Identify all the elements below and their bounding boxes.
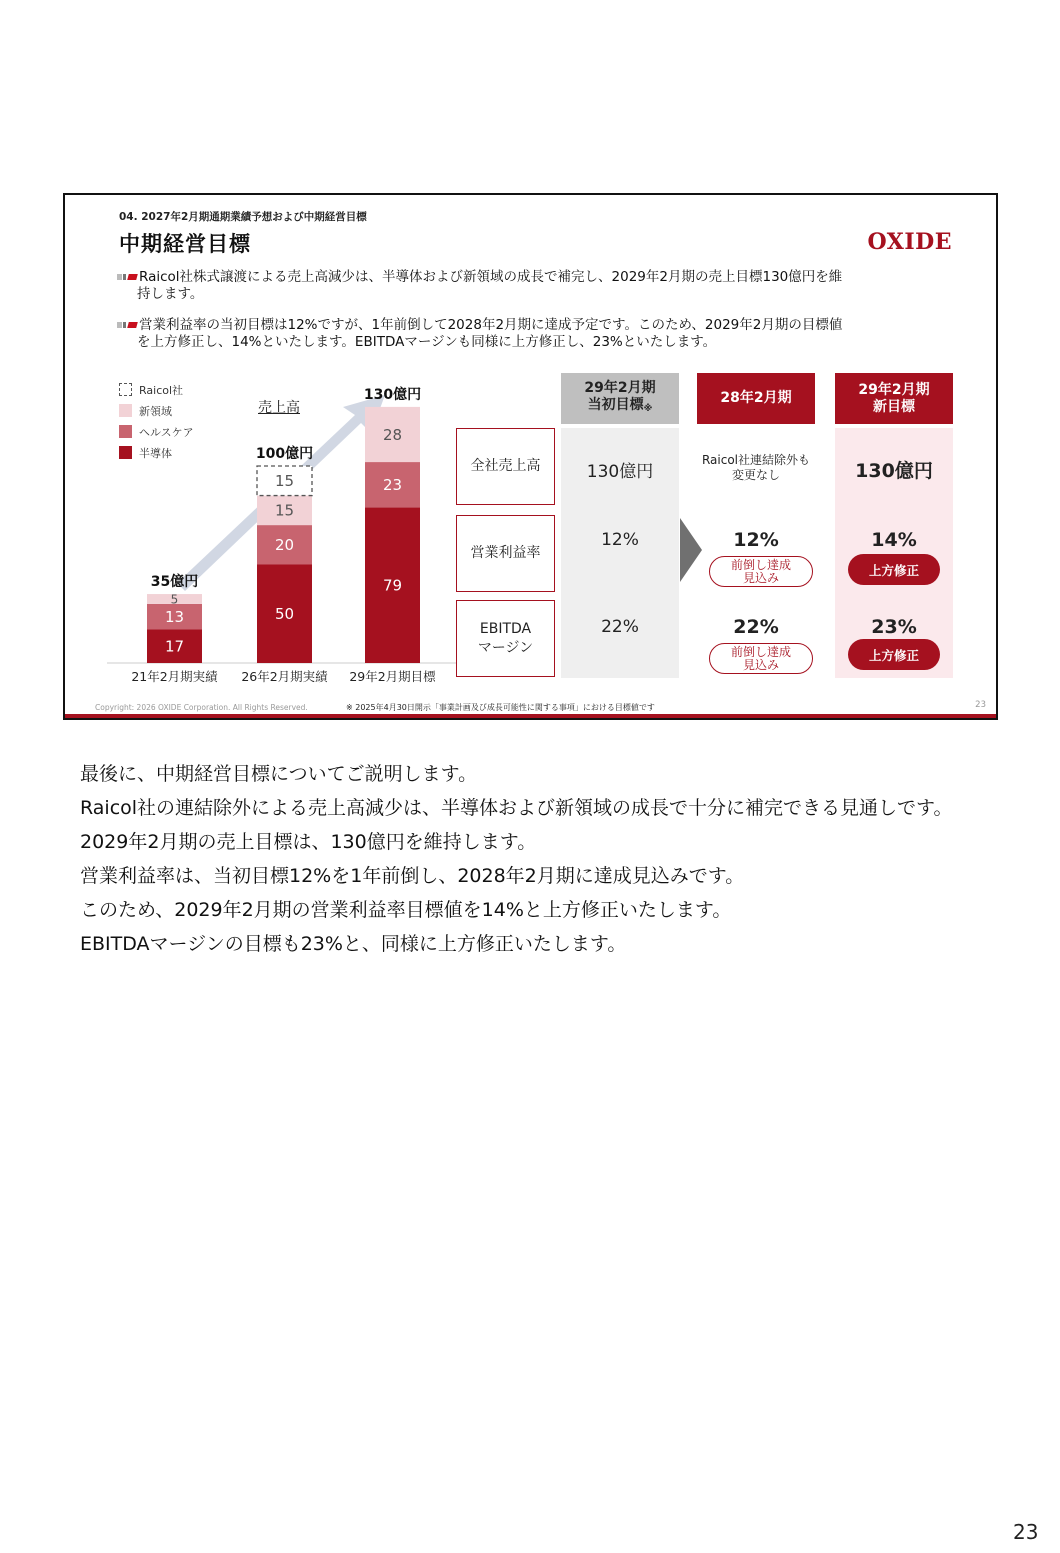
bullet-1-line1: Raicol社株式譲渡による売上高減少は、半導体および新領域の成長で補完し、2029年2月期の売上目標130億円を維 bbox=[139, 269, 843, 285]
legend-item-raicol: Raicol社 bbox=[119, 379, 194, 400]
new-ebitda-value: 23% bbox=[871, 616, 917, 638]
copyright: Copyright: 2026 OXIDE Corporation. All Rights Reserved. bbox=[95, 703, 308, 712]
script-line: 営業利益率は、当初目標12%を1年前倒し、2028年2月期に達成見込みです。 bbox=[80, 865, 745, 887]
category-label: 26年2月期実績 bbox=[241, 669, 328, 684]
script-line: 2029年2月期の売上目標は、130億円を維持します。 bbox=[80, 831, 537, 853]
speaker-script bbox=[80, 762, 980, 966]
bar-total-label: 130億円 bbox=[363, 386, 422, 403]
bar-value-label: 5 bbox=[170, 592, 179, 607]
script-line: EBITDAマージンの目標も23%と、同様に上方修正いたします。 bbox=[80, 933, 627, 955]
bullet-2-line1: 営業利益率の当初目標は12%ですが、1年前倒して2028年2月期に達成予定です。このため、2029年2月期の目標値 bbox=[139, 317, 843, 333]
bullet-2-line2: を上方修正し、14%といたします。EBITDAマージンも同様に上方修正し、23%といたします。 bbox=[137, 334, 717, 350]
row-label-ebitda: EBITDA マージン bbox=[456, 600, 555, 677]
ahead-of-schedule-badge: 前倒し達成 見込み bbox=[709, 556, 813, 587]
initial-ebitda-value: 22% bbox=[601, 617, 639, 637]
script-line: このため、2029年2月期の営業利益率目標値を14%と上方修正いたします。 bbox=[80, 899, 732, 921]
bar-value-label: 23 bbox=[382, 476, 403, 495]
upward-revision-badge: 上方修正 bbox=[848, 554, 940, 585]
bar-value-label: 15 bbox=[274, 501, 295, 520]
sales-label: 売上高 bbox=[258, 400, 300, 416]
page-number: 23 bbox=[1013, 1520, 1039, 1544]
row-label-operating-margin: 営業利益率 bbox=[456, 515, 555, 592]
header-new-target: 29年2月期 新目標 bbox=[835, 373, 953, 424]
bullet-1-line2: 持します。 bbox=[137, 286, 204, 302]
new-margin-value: 14% bbox=[871, 529, 917, 551]
upward-revision-badge: 上方修正 bbox=[848, 639, 940, 670]
header-fy28: 28年2月期 bbox=[697, 373, 815, 424]
legend-item-new-domain: 新領域 bbox=[119, 400, 194, 421]
legend-item-semiconductor: 半導体 bbox=[119, 442, 194, 463]
bar-value-label: 79 bbox=[382, 576, 403, 595]
oxide-logo: OXIDE bbox=[867, 229, 952, 255]
category-label: 29年2月期目標 bbox=[349, 669, 436, 684]
fy28-ebitda-value: 22% bbox=[733, 616, 779, 638]
footnote: ※ 2025年4月30日開示「事業計画及び成長可能性に関する事項」における目標値です bbox=[346, 703, 655, 712]
bar-value-label: 13 bbox=[164, 608, 185, 627]
script-line: 最後に、中期経営目標についてご説明します。 bbox=[80, 763, 478, 785]
sales-stacked-bar-chart bbox=[105, 373, 465, 688]
header-initial-target: 29年2月期 当初目標※ bbox=[561, 373, 679, 424]
initial-sales-value: 130億円 bbox=[586, 462, 654, 482]
bar-value-label: 20 bbox=[274, 536, 295, 555]
ahead-of-schedule-badge: 前倒し達成 見込み bbox=[709, 643, 813, 674]
category-label: 21年2月期実績 bbox=[131, 669, 218, 684]
bottom-accent-bar bbox=[65, 714, 996, 718]
section-label: 04. 2027年2月期通期業績予想および中期経営目標 bbox=[119, 211, 367, 223]
row-label-sales: 全社売上高 bbox=[456, 428, 555, 505]
initial-margin-value: 12% bbox=[601, 530, 639, 550]
bullet-1 bbox=[117, 269, 967, 303]
bullet-marker-icon bbox=[117, 271, 139, 281]
bar-value-label: 50 bbox=[274, 605, 295, 624]
bar-value-label: 17 bbox=[164, 637, 185, 656]
new-sales-value: 130億円 bbox=[855, 460, 933, 482]
slide bbox=[63, 193, 998, 720]
fy28-sales-note: Raicol社連結除外も 変更なし bbox=[701, 453, 811, 482]
legend-item-healthcare: ヘルスケア bbox=[119, 421, 194, 442]
bar-value-label: 28 bbox=[382, 425, 403, 444]
script-line: Raicol社の連結除外による売上高減少は、半導体および新領域の成長で十分に補完できる見通しです。 bbox=[80, 797, 953, 819]
fy28-margin-value: 12% bbox=[733, 529, 779, 551]
bar-total-label: 35億円 bbox=[150, 574, 199, 591]
slide-page-number: 23 bbox=[975, 700, 986, 710]
bar-total-label: 100億円 bbox=[255, 446, 314, 462]
bar-value-label: 15 bbox=[274, 472, 295, 491]
slide-title: 中期経営目標 bbox=[119, 232, 251, 256]
bullet-2 bbox=[117, 317, 967, 351]
bullet-marker-icon bbox=[117, 319, 139, 329]
